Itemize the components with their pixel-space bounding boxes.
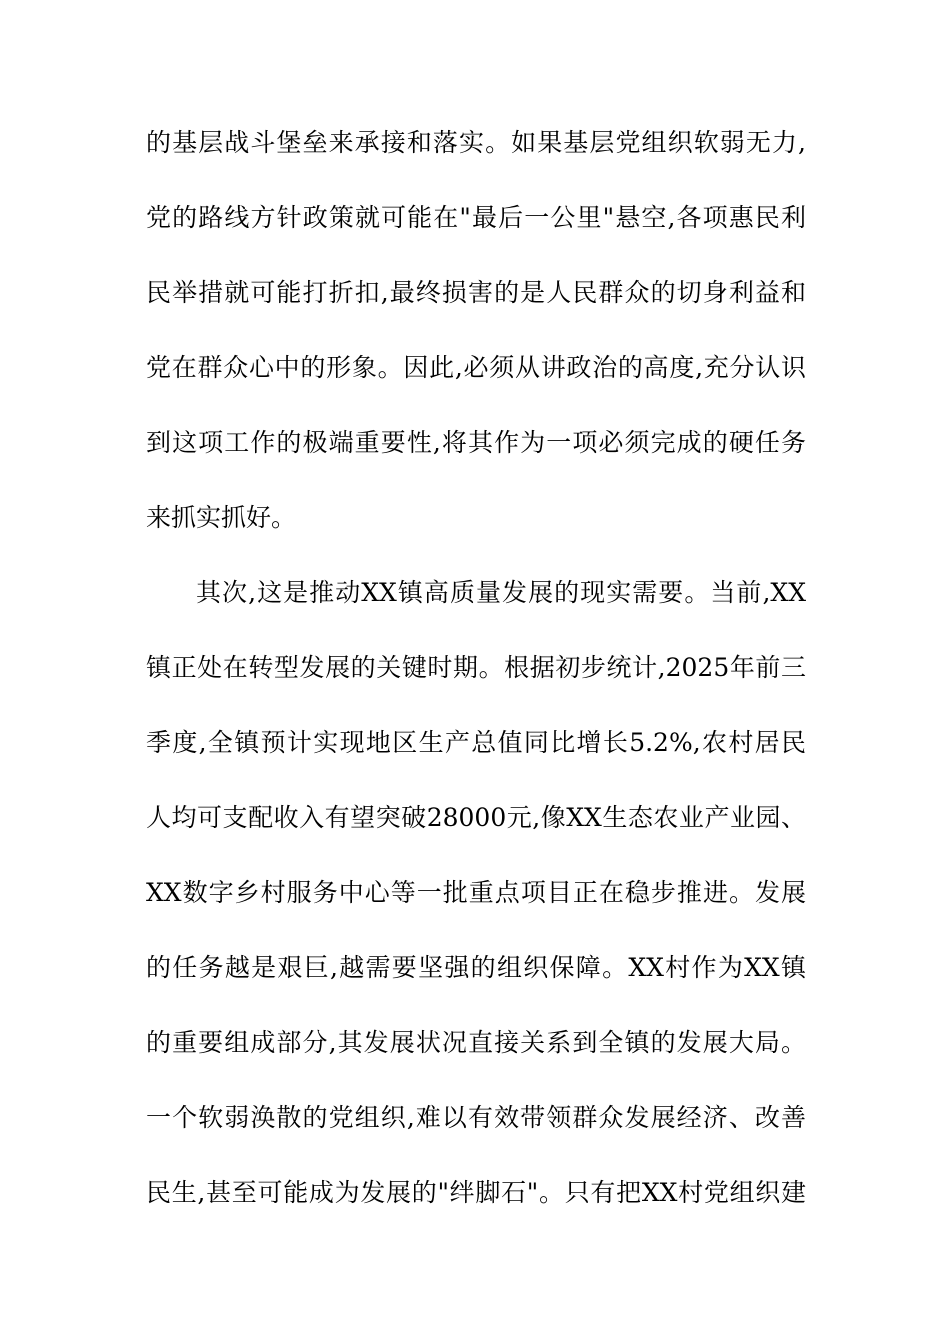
text-line: 一个软弱涣散的党组织,难以有效带领群众发展经济、改善 [146, 1103, 806, 1132]
paragraph-start-line: 其次,这是推动XX镇高质量发展的现实需要。当前,XX [196, 578, 806, 607]
text-line: 民举措就可能打折扣,最终损害的是人民群众的切身利益和 [146, 278, 806, 307]
text-line: 季度,全镇预计实现地区生产总值同比增长5.2%,农村居民 [146, 728, 806, 757]
text-line: 的重要组成部分,其发展状况直接关系到全镇的发展大局。 [146, 1028, 806, 1057]
text-line: 党在群众心中的形象。因此,必须从讲政治的高度,充分认识 [146, 353, 806, 382]
text-line: 民生,甚至可能成为发展的"绊脚石"。只有把XX村党组织建 [146, 1178, 806, 1207]
text-line: 的任务越是艰巨,越需要坚强的组织保障。XX村作为XX镇 [146, 953, 806, 982]
text-line: 人均可支配收入有望突破28000元,像XX生态农业产业园、 [146, 803, 806, 832]
text-line: 来抓实抓好。 [146, 503, 297, 532]
text-line: 党的路线方针政策就可能在"最后一公里"悬空,各项惠民利 [146, 203, 806, 232]
text-line: XX数字乡村服务中心等一批重点项目正在稳步推进。发展 [146, 878, 806, 907]
text-line: 到这项工作的极端重要性,将其作为一项必须完成的硬任务 [146, 428, 806, 457]
text-line: 镇正处在转型发展的关键时期。根据初步统计,2025年前三 [146, 653, 806, 682]
text-line: 的基层战斗堡垒来承接和落实。如果基层党组织软弱无力, [146, 128, 806, 157]
